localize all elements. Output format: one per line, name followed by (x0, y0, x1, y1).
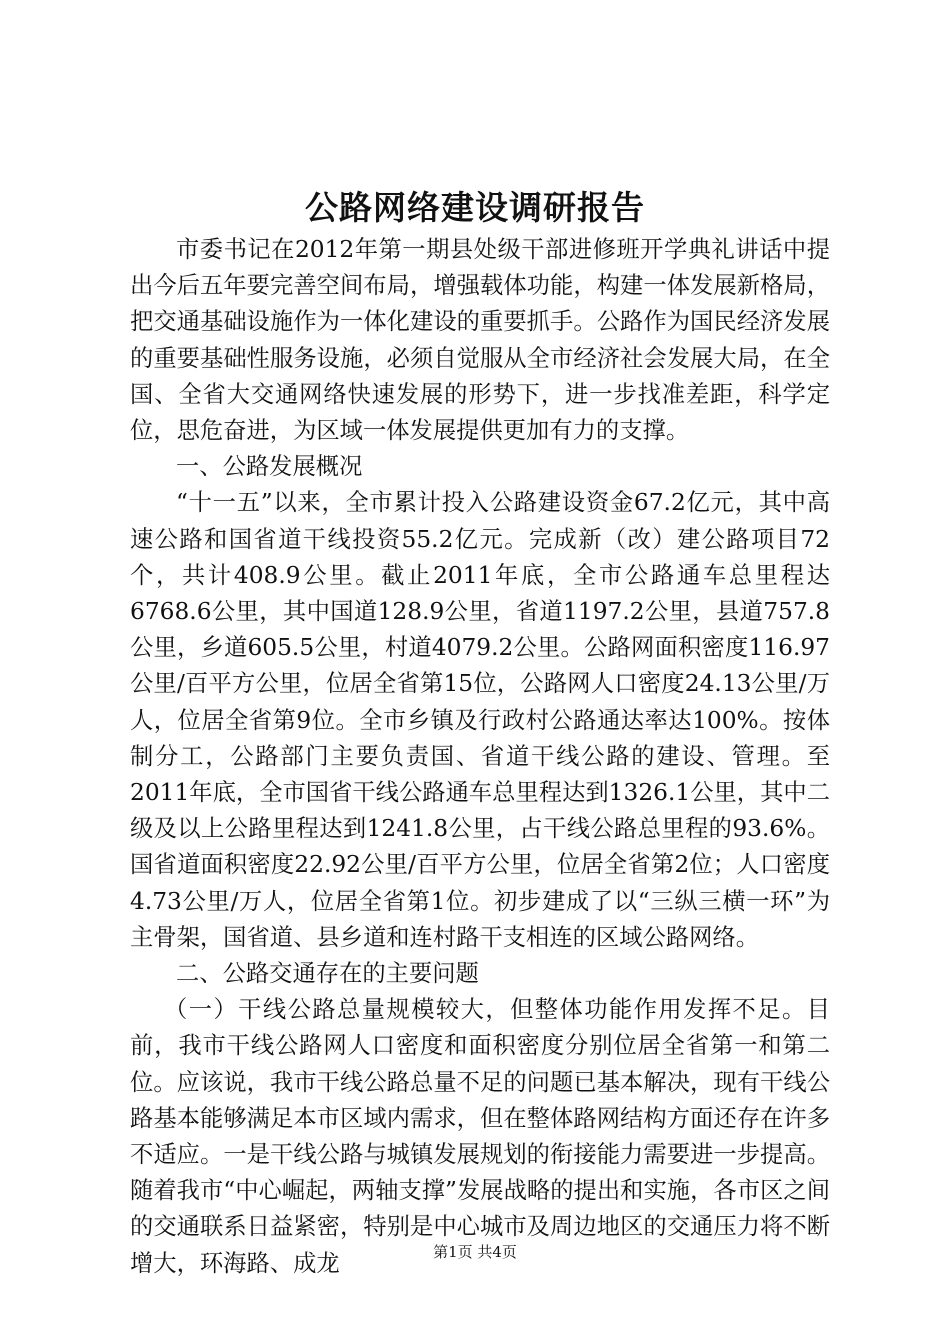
document-title: 公路网络建设调研报告 (305, 188, 645, 227)
page-footer: 第1页 共4页 (433, 1243, 517, 1261)
section-heading-overview: 一、公路发展概况 (176, 453, 363, 481)
section-heading-problems: 二、公路交通存在的主要问题 (176, 960, 479, 988)
paragraph-problem-1: （一）干线公路总量规模较大，但整体功能作用发挥不足。目前，我市干线公路网人口密度和面积密度分别位居全省第一和第二位。应该说，我市干线公路总量不足的问题已基本解决，现有干线公路基本能够满足本市区域内需求，但在整体路网结构方面还存在许多不适应。一是干线公路与城镇发展规划的衔接能力需要进一步提高。随着我市“中心崛起，两轴支撑”发展战略的提出和实施，各市区之间的交通联系日益紧密，特别是中心城市及周边地区的交通压力将不断增大，环海路、成龙 (130, 996, 830, 1277)
document-body (130, 232, 830, 1282)
paragraph-intro: 市委书记在2012年第一期县处级干部进修班开学典礼讲话中提出今后五年要完善空间布局，增强载体功能，构建一体发展新格局，把交通基础设施作为一体化建设的重要抓手。公路作为国民经济发展的重要基础性服务设施，必须自觉服从全市经济社会发展大局，在全国、全省大交通网络快速发展的形势下，进一步找准差距，科学定位，思危奋进，为区域一体发展提供更加有力的支撑。 (130, 236, 830, 445)
paragraph-overview: “十一五”以来，全市累计投入公路建设资金67.2亿元，其中高速公路和国省道干线投资55.2亿元。完成新（改）建公路项目72个，共计408.9公里。截止2011年底，全市公路通车总里程达6768.6公里，其中国道128.9公里，省道1197.2公里，县道757.8公里，乡道605.5公里，村道4079.2公里。公路网面积密度116.97公里/百平方公里，位居全省第15位，公路网人口密度24.13公里/万人，位居全省第9位。全市乡镇及行政村公路通达率达100%。按体制分工，公路部门主要负责国、省道干线公路的建设、管理。至2011年底，全市国省干线公路通车总里程达到1326.1公里，其中二级及以上公路里程达到1241.8公里，占干线公路总里程的93.6%。国省道面积密度22.92公里/百平方公里，位居全省第2位；人口密度4.73公里/万人，位居全省第1位。初步建成了以“三纵三横一环”为主骨架，国省道、县乡道和连村路干支相连的区域公路网络。 (130, 489, 830, 951)
